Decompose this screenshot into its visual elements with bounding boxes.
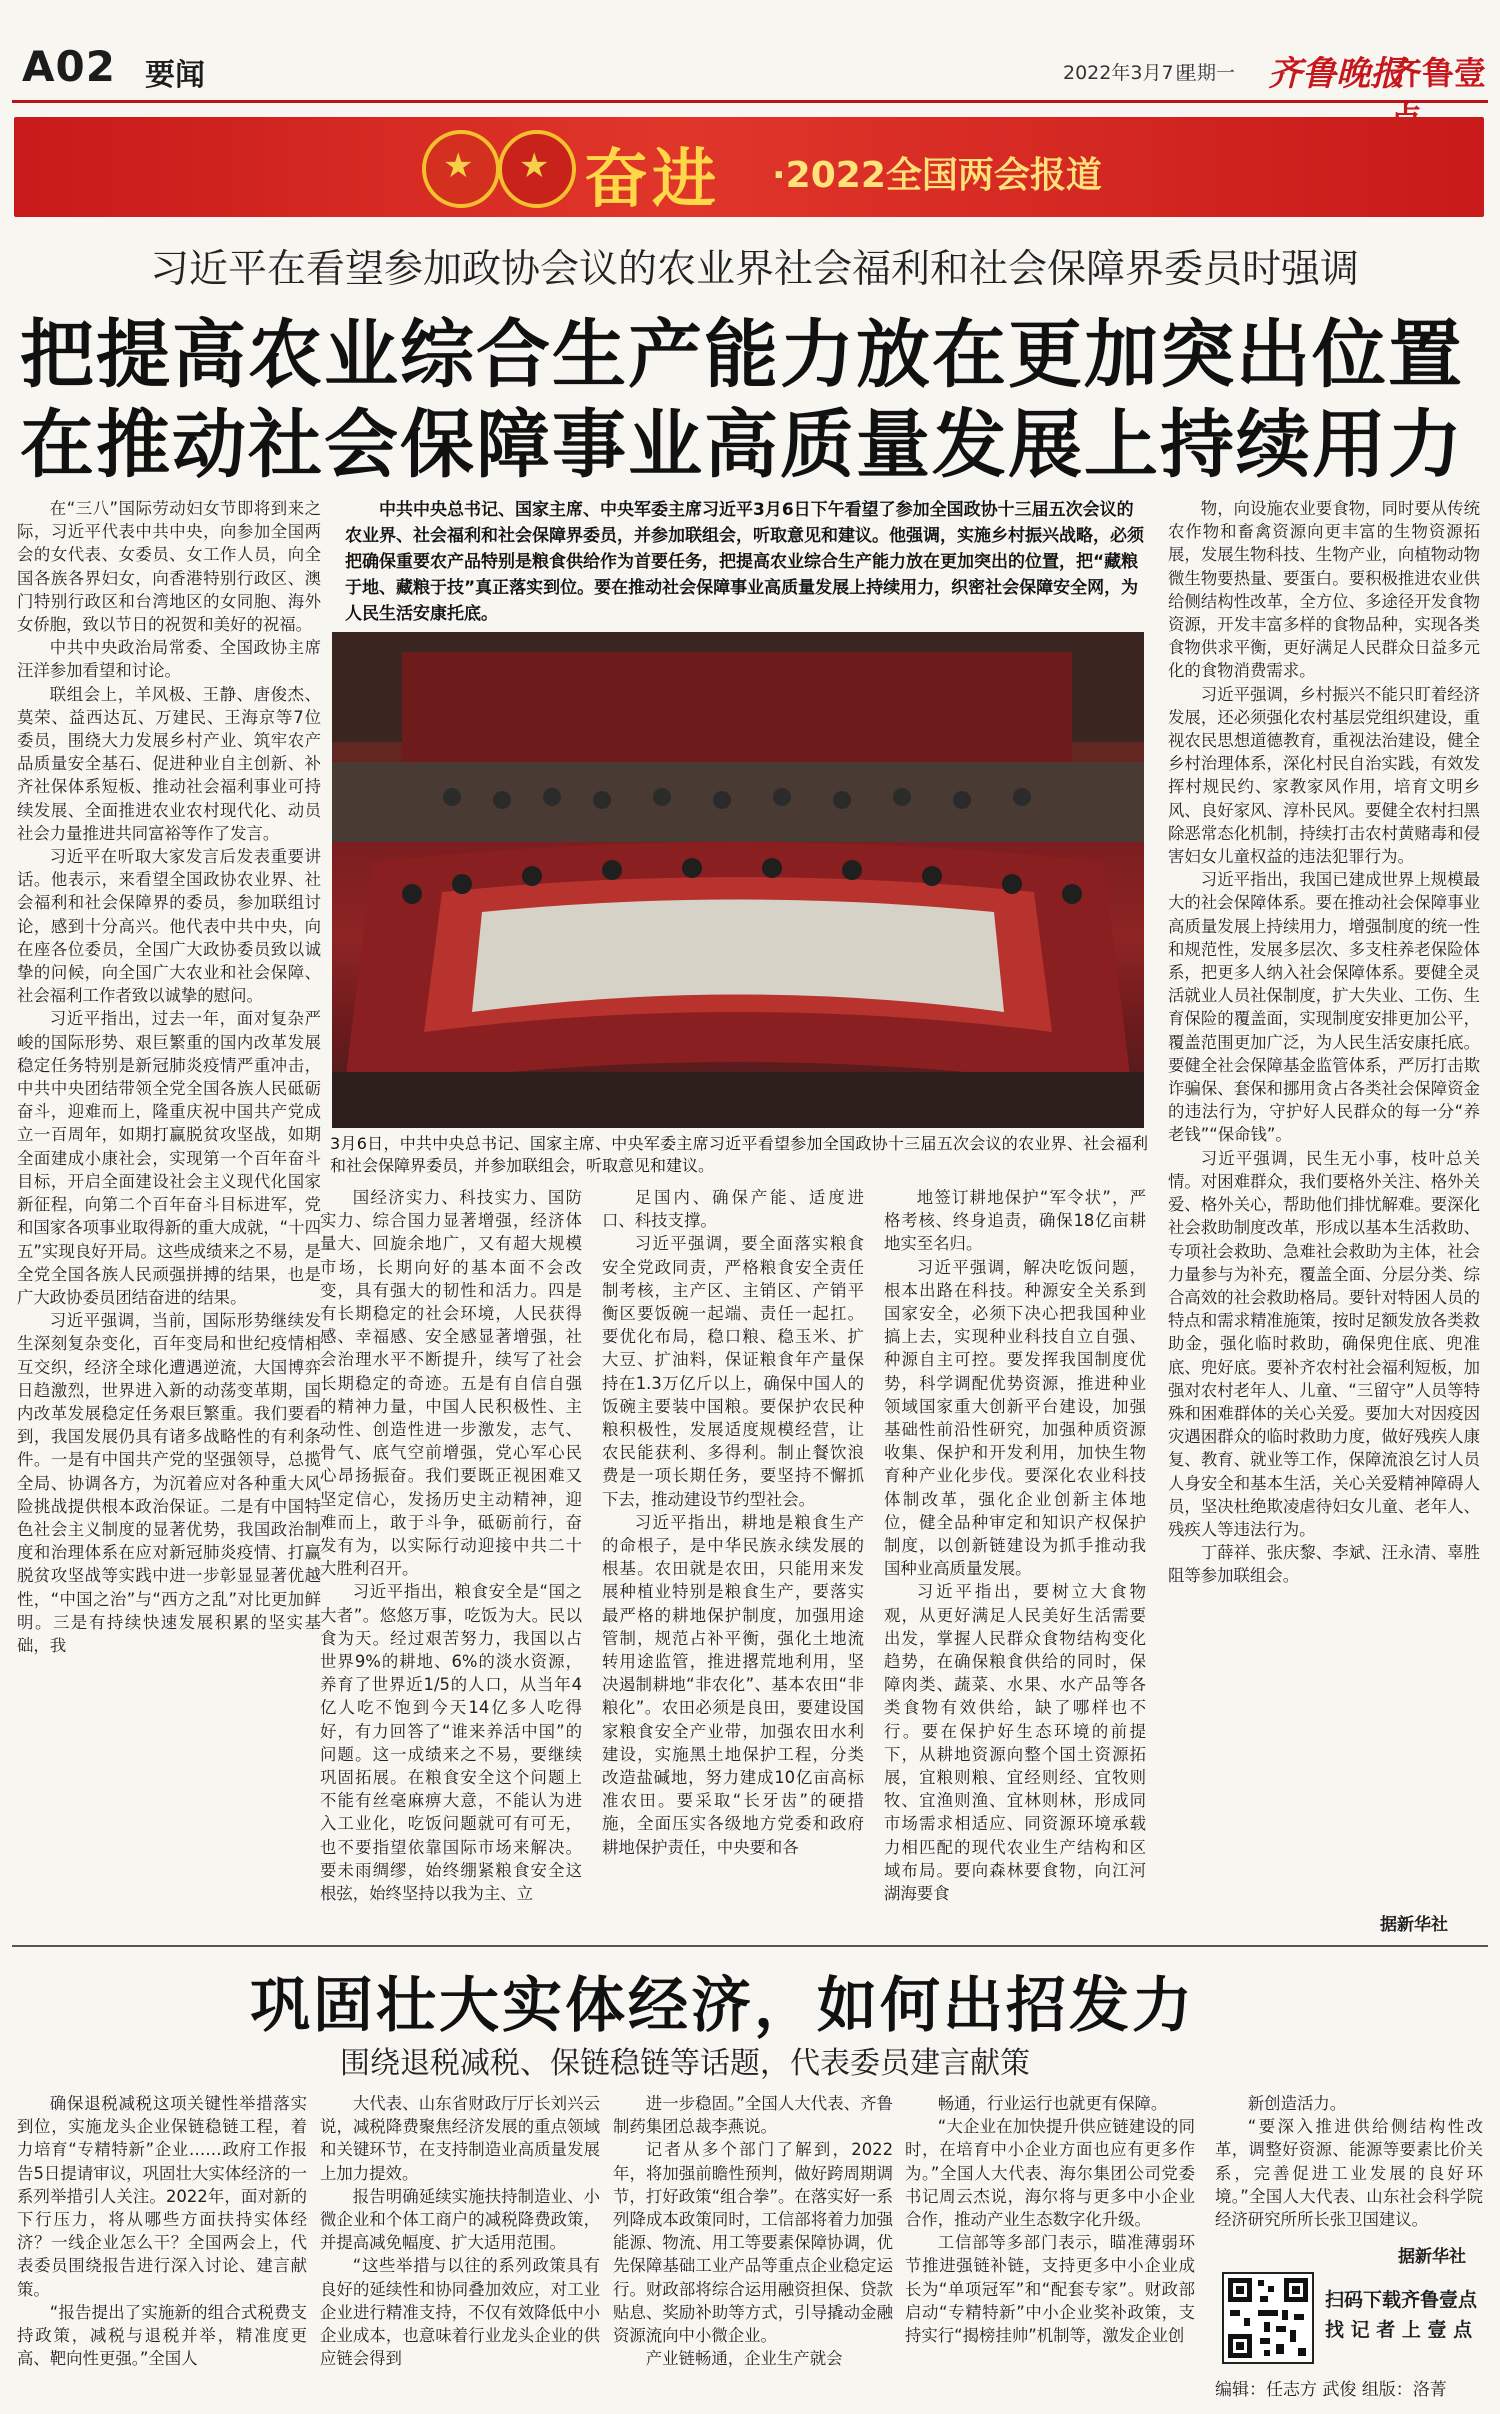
paragraph: 习近平强调，要全面落实粮食安全党政同责，严格粮食安全责任制考核，主产区、主销区、产销平衡区要饭碗一起端、责任一起扛。要优化布局，稳口粮、稳玉米、扩大豆、扩油料，保证粮食年产量保持在1.3万亿斤以上，确保中国人的饭碗主要装中国粮。要保护农民种粮积极性，发展适度规模经营，让农民能获利、多得利。制止餐饮浪费是一项长期任务，要坚持不懈抓下去，推动建设节约型社会。 bbox=[602, 1234, 864, 1509]
story2-column-5 bbox=[1215, 2092, 1483, 2248]
paragraph: 中共中央政治局常委、全国政协主席汪洋参加看望和讨论。 bbox=[17, 638, 321, 681]
paragraph: 畅通，行业运行也就更有保障。 bbox=[937, 2094, 1168, 2113]
story1-column-1 bbox=[17, 497, 321, 1937]
story1-source: 据新华社 bbox=[1380, 1915, 1448, 1935]
paragraph: 记者从多个部门了解到，2022年，将加强前瞻性预判，做好跨周期调节，打好政策“组合拳”。在落实好一系列降成本政策同时，工信部将着力加强能源、物流、用工等要素保障协调，优先保障基础工业产品等重点企业稳定运行。财政部将综合运用融资担保、贷款贴息、奖励补助等方式，引导撬动金融资源流向中小微企业。 bbox=[613, 2140, 893, 2346]
paragraph: 习近平指出，我国已建成世界上规模最大的社会保障体系。要在推动社会保障事业高质量发展上持续用力，增强制度的统一性和规范性，发展多层次、多支柱养老保险体系，把更多人纳入社会保障体系。要健全灵活就业人员社保制度，扩大失业、工伤、生育保险的覆盖面，实现制度安排更加公平，覆盖范围更加广泛，为人民生活安康托底。要健全社会保障基金监管体系，严厉打击欺诈骗保、套保和挪用贪占各类社会保障资金的违法行为，守护好人民群众的每一分“养老钱”“保命钱”。 bbox=[1168, 870, 1480, 1145]
photo-caption: 3月6日，中共中央总书记、国家主席、中央军委主席习近平看望参加全国政协十三届五次会议的农业界、社会福利和社会保障界委员，并参加联组会，听取意见和建议。 bbox=[330, 1134, 1148, 1175]
header-rule bbox=[12, 100, 1488, 103]
story1-intro: 中共中央总书记、国家主席、中央军委主席习近平3月6日下午看望了参加全国政协十三届五次会议的农业界、社会福利和社会保障界委员，并参加联组会，听取意见和建议。他强调，实施乡村振兴战略，必须把确保重要农产品特别是粮食供给作为首要任务，把提高农业综合生产能力放在更加突出的位置，把“藏粮于地、藏粮于技”真正落实到位。要在推动社会保障事业高质量发展上持续用力，织密社会保障安全网，为人民生活安康托底。 bbox=[345, 500, 1144, 624]
story2-source: 据新华社 bbox=[1398, 2247, 1466, 2267]
paragraph: 进一步稳固。”全国人大代表、齐鲁制药集团总裁李燕说。 bbox=[613, 2094, 893, 2137]
story1-headline-line2: 在推动社会保障事业高质量发展上持续用力 bbox=[20, 402, 1464, 488]
paragraph: 新创造活力。 bbox=[1247, 2094, 1347, 2113]
cppcc-emblem-icon: ★ bbox=[498, 130, 576, 208]
meeting-photo-illustration bbox=[332, 632, 1144, 1128]
story-divider bbox=[12, 1945, 1488, 1947]
paragraph: 联组会上，羊风极、王静、唐俊杰、莫荣、益西达瓦、万建民、王海京等7位委员，围绕大力发展乡村产业、筑牢农产品质量安全基石、促进种业自主创新、补齐社保体系短板、推动社会福利事业可持续发展、全面推进农业农村现代化、动员社会力量推进共同富裕等作了发言。 bbox=[17, 684, 321, 843]
meeting-photo bbox=[332, 632, 1144, 1128]
paragraph: 大代表、山东省财政厅厅长刘兴云说，减税降费聚焦经济发展的重点领域和关键环节，在支持制造业高质量发展上加力提效。 bbox=[320, 2094, 600, 2183]
banner-subtitle: ·2022全国两会报道 bbox=[772, 155, 1102, 196]
story1-column-5 bbox=[1168, 497, 1480, 1909]
banner bbox=[14, 117, 1484, 217]
issue-date: 2022年3月7日 bbox=[1063, 62, 1193, 84]
paragraph: “这些举措与以往的系列政策具有良好的延续性和协同叠加效应，对工业企业进行精准支持，不仅有效降低中小企业成本，也意味着行业龙头企业的供应链会得到 bbox=[320, 2256, 600, 2369]
paragraph: “要深入推进供给侧结构性改革，调整好资源、能源等要素比价关系，完善促进工业发展的良好环境。”全国人大代表、山东社会科学院经济研究所所长张卫国建议。 bbox=[1215, 2117, 1483, 2230]
national-emblem-icon: ★ bbox=[422, 130, 500, 208]
paragraph: 习近平强调，乡村振兴不能只盯着经济发展，还必须强化农村基层党组织建设，重视农民思想道德教育，重视法治建设，健全乡村治理体系，深化村民自治实践，有效发挥村规民约、家教家风作用，培育文明乡风、良好家风、淳朴民风。要健全农村扫黑除恶常态化机制，持续打击农村黄赌毒和侵害妇女儿童权益的违法犯罪行为。 bbox=[1168, 684, 1480, 867]
banner-title: 奋进 bbox=[584, 142, 720, 217]
story1-headline-line1: 把提高农业综合生产能力放在更加突出位置 bbox=[20, 312, 1464, 398]
story2-subhead: 围绕退税减税、保链稳链等话题，代表委员建言献策 bbox=[340, 2046, 1030, 2081]
paragraph: 习近平指出，耕地是粮食生产的命根子，是中华民族永续发展的根基。农田就是农田，只能用来发展种植业特别是粮食生产，要落实最严格的耕地保护制度，加强用途管制，规范占补平衡，强化土地流转用途监管，推进撂荒地利用，坚决遏制耕地“非农化”、基本农田“非粮化”。农田必须是良田，要建设国家粮食安全产业带，加强农田水利建设，实施黑土地保护工程，分类改造盐碱地，努力建成10亿亩高标准农田。要采取“长牙齿”的硬措施，全面压实各级地方党委和政府耕地保护责任，中央要和各 bbox=[602, 1512, 864, 1857]
paragraph: 丁薛祥、张庆黎、李斌、汪永清、辜胜阻等参加联组会。 bbox=[1168, 1543, 1480, 1586]
qr-caption-line1: 扫码下载齐鲁壹点 bbox=[1325, 2289, 1478, 2311]
page-number: A02 bbox=[22, 42, 116, 91]
paragraph: “报告提出了实施新的组合式税费支持政策，减税与退税并举，精准度更高、靶向性更强。”全国人 bbox=[17, 2302, 307, 2369]
paragraph: 习近平指出，粮食安全是“国之大者”。悠悠万事，吃饭为大。民以食为天。经过艰苦努力，我国以占世界9%的耕地、6%的淡水资源，养育了世界近1/5的人口，从当年4亿人吃不饱到今天14亿多人吃得好，有力回答了“谁来养活中国”的问题。这一成绩来之不易，要继续巩固拓展。在粮食安全这个问题上不能有丝毫麻痹大意，不能认为进入工业化，吃饭问题就可有可无，也不要指望依靠国际市场来解决。要未雨绸缪，始终绷紧粮食安全这根弦，始终坚持以我为主、立 bbox=[320, 1582, 582, 1904]
story2-column-1 bbox=[17, 2092, 307, 2392]
story1-column-4 bbox=[884, 1186, 1146, 1936]
story1-column-3 bbox=[602, 1186, 864, 1936]
issue-weekday: 星期一 bbox=[1178, 62, 1236, 84]
story1-subhead: 习近平在看望参加政协会议的农业界社会福利和社会保障界委员时强调 bbox=[150, 247, 1360, 292]
story2-column-2 bbox=[320, 2092, 600, 2392]
paragraph: 工信部等多部门表示，瞄准薄弱环节推进强链补链，支持更多中小企业成长为“单项冠军”和“配套专家”。财政部启动“专精特新”中小企业奖补政策，支持实行“揭榜挂帅”机制等，激发企业创 bbox=[905, 2233, 1195, 2346]
section-name: 要闻 bbox=[145, 58, 205, 93]
paragraph: 物，向设施农业要食物，同时要从传统农作物和畜禽资源向更丰富的生物资源拓展，发展生物科技、生物产业，向植物动物微生物要热量、要蛋白。要积极推进农业供给侧结构性改革，全方位、多途径开发食物资源，开发丰富多样的食物品种，实现各类食物供求平衡，更好满足人民群众日益多元化的食物消费需求。 bbox=[1168, 499, 1480, 681]
paragraph: 在“三八”国际劳动妇女节即将到来之际，习近平代表中共中央，向参加全国两会的女代表、女委员、女工作人员，向全国各族各界妇女，向香港特别行政区、澳门特别行政区和台湾地区的女同胞、海外女侨胞，致以节日的祝贺和美好的祝福。 bbox=[17, 499, 321, 635]
paragraph: 习近平强调，解决吃饭问题，根本出路在科技。种源安全关系到国家安全，必须下决心把我国种业搞上去，实现种业科技自立自强、种源自主可控。要发挥我国制度优势，科学调配优势资源，推进种业领域国家重大创新平台建设，加强基础性前沿性研究，加强种质资源收集、保护和开发利用，加快生物育种产业化步伐。要深化农业科技体制改革，强化企业创新主体地位，健全品种审定和知识产权保护制度，以创新链建设为抓手推动我国种业高质量发展。 bbox=[884, 1257, 1146, 1579]
paragraph: 习近平强调，当前，国际形势继续发生深刻复杂变化，百年变局和世纪疫情相互交织，经济全球化遭遇逆流，大国博弈日趋激烈，世界进入新的动荡变革期，国内改革发展稳定任务艰巨繁重。我们要看到，我国发展仍具有诸多战略性的有利条件。一是有中国共产党的坚强领导，总揽全局、协调各方，为沉着应对各种重大风险挑战提供根本政治保证。二是有中国特色社会主义制度的显著优势，我国政治制度和治理体系在应对新冠肺炎疫情、打赢脱贫攻坚战等实践中进一步彰显显著优越性，“中国之治”与“西方之乱”对比更加鲜明。三是有持续快速发展积累的坚实基础，我 bbox=[17, 1311, 321, 1655]
paragraph: 习近平指出，过去一年，面对复杂严峻的国际形势、艰巨繁重的国内改革发展稳定任务特别是新冠肺炎疫情严重冲击，中共中央团结带领全党全国各族人民砥砺奋斗，迎难而上，隆重庆祝中国共产党成立一百周年，如期打赢脱贫攻坚战，如期全面建成小康社会，实现第一个百年奋斗目标，开启全面建设社会主义现代化国家新征程，向第二个百年奋斗目标进军，党和国家各项事业取得新的重大成就，“十四五”实现良好开局。这些成绩来之不易，是全党全国各族人民顽强拼搏的结果，也是广大政协委员团结奋进的结果。 bbox=[17, 1009, 321, 1307]
paragraph: 地签订耕地保护“军令状”，严格考核、终身追责，确保18亿亩耕地实至名归。 bbox=[884, 1188, 1146, 1254]
editor-credits: 编辑：任志方 武俊 组版：洛菁 bbox=[1215, 2380, 1447, 2400]
app-logo: 齐鲁壹 bbox=[1390, 54, 1487, 92]
story1-column-2 bbox=[320, 1186, 582, 1936]
paragraph: “大企业在加快提升供应链建设的同时，在培育中小企业方面也应有更多作为。”全国人大代表、海尔集团公司党委书记周云杰说，海尔将与更多中小企业合作，推动产业生态数字化升级。 bbox=[905, 2117, 1195, 2230]
paragraph: 确保退税减税这项关键性举措落实到位，实施龙头企业保链稳链工程，着力培育“专精特新”企业……政府工作报告5日提请审议，巩固壮大实体经济的一系列举措引人关注。2022年，面对新的下行压力，将从哪些方面扶持实体经济？一线企业怎么干？全国两会上，代表委员围绕报告进行深入讨论、建言献策。 bbox=[17, 2094, 307, 2299]
story2-column-4 bbox=[905, 2092, 1195, 2392]
newspaper-logo: 齐鲁晚报 bbox=[1268, 54, 1404, 94]
paragraph: 习近平指出，要树立大食物观，从更好满足人民美好生活需要出发，掌握人民群众食物结构变化趋势，在确保粮食供给的同时，保障肉类、蔬菜、水果、水产品等各类食物有效供给，缺了哪样也不行。要在保护好生态环境的前提下，从耕地资源向整个国土资源拓展，宜粮则粮、宜经则经、宜牧则牧、宜渔则渔、宜林则林，形成同市场需求相适应、同资源环境承载力相匹配的现代农业生产结构和区域布局。要向森林要食物，向江河湖海要食 bbox=[884, 1582, 1146, 1904]
paragraph: 国经济实力、科技实力、国防实力、综合国力显著增强，经济体量大、回旋余地广，又有超大规模市场，长期向好的基本面不会改变，具有强大的韧性和活力。四是有长期稳定的社会环境，人民获得感、幸福感、安全感显著增强，社会治理水平不断提升，续写了社会长期稳定的奇迹。五是有自信自强的精神力量，中国人民积极性、主动性、创造性进一步激发，志气、骨气、底气空前增强，党心军心民心昂扬振奋。我们要既正视困难又坚定信心，发扬历史主动精神，迎难而上，敢于斗争，砥砺前行，奋发有为，以实际行动迎接中共二十大胜利召开。 bbox=[320, 1188, 582, 1579]
qr-caption-line2: 找 记 者 上 壹 点 bbox=[1325, 2319, 1473, 2341]
story2-column-3 bbox=[613, 2092, 893, 2392]
paragraph: 产业链畅通，企业生产就会 bbox=[645, 2349, 843, 2369]
paragraph: 习近平强调，民生无小事，枝叶总关情。对困难群众，我们要格外关注、格外关爱、格外关心，帮助他们排忧解难。要深化社会救助制度改革，形成以基本生活救助、专项社会救助、急难社会救助为主体，社会力量参与为补充，覆盖全面、分层分类、综合高效的社会救助格局。要针对特困人员的特点和需求精准施策，按时足额发放各类救助金，强化临时救助，确保兜住底、兜准底、兜好底。要补齐农村社会福利短板，加强对农村老年人、儿童、“三留守”人员等特殊和困难群体的关心关爱。要加大对因疫因灾遇困群众的临时救助力度，做好残疾人康复、教育、就业等工作，保障流浪乞讨人员人身安全和基本生活，关心关爱精神障碍人员，坚决杜绝欺凌虐待妇女儿童、老年人、残疾人等违法行为。 bbox=[1168, 1148, 1480, 1539]
paragraph: 习近平在听取大家发言后发表重要讲话。他表示，来看望全国政协农业界、社会福利和社会保障界的委员，参加联组讨论，感到十分高兴。他代表中共中央，向在座各位委员，全国广大政协委员致以诚挚的问候，向全国广大农业和社会保障、社会福利工作者致以诚挚的慰问。 bbox=[17, 847, 321, 1006]
story2-headline: 巩固壮大实体经济，如何出招发力 bbox=[250, 1971, 1195, 2041]
qr-code-icon[interactable] bbox=[1222, 2272, 1314, 2364]
paragraph: 足国内、确保产能、适度进口、科技支撑。 bbox=[602, 1188, 864, 1231]
paragraph: 报告明确延续实施扶持制造业、小微企业和个体工商户的减税降费政策，并提高减免幅度、扩大适用范围。 bbox=[320, 2186, 600, 2253]
